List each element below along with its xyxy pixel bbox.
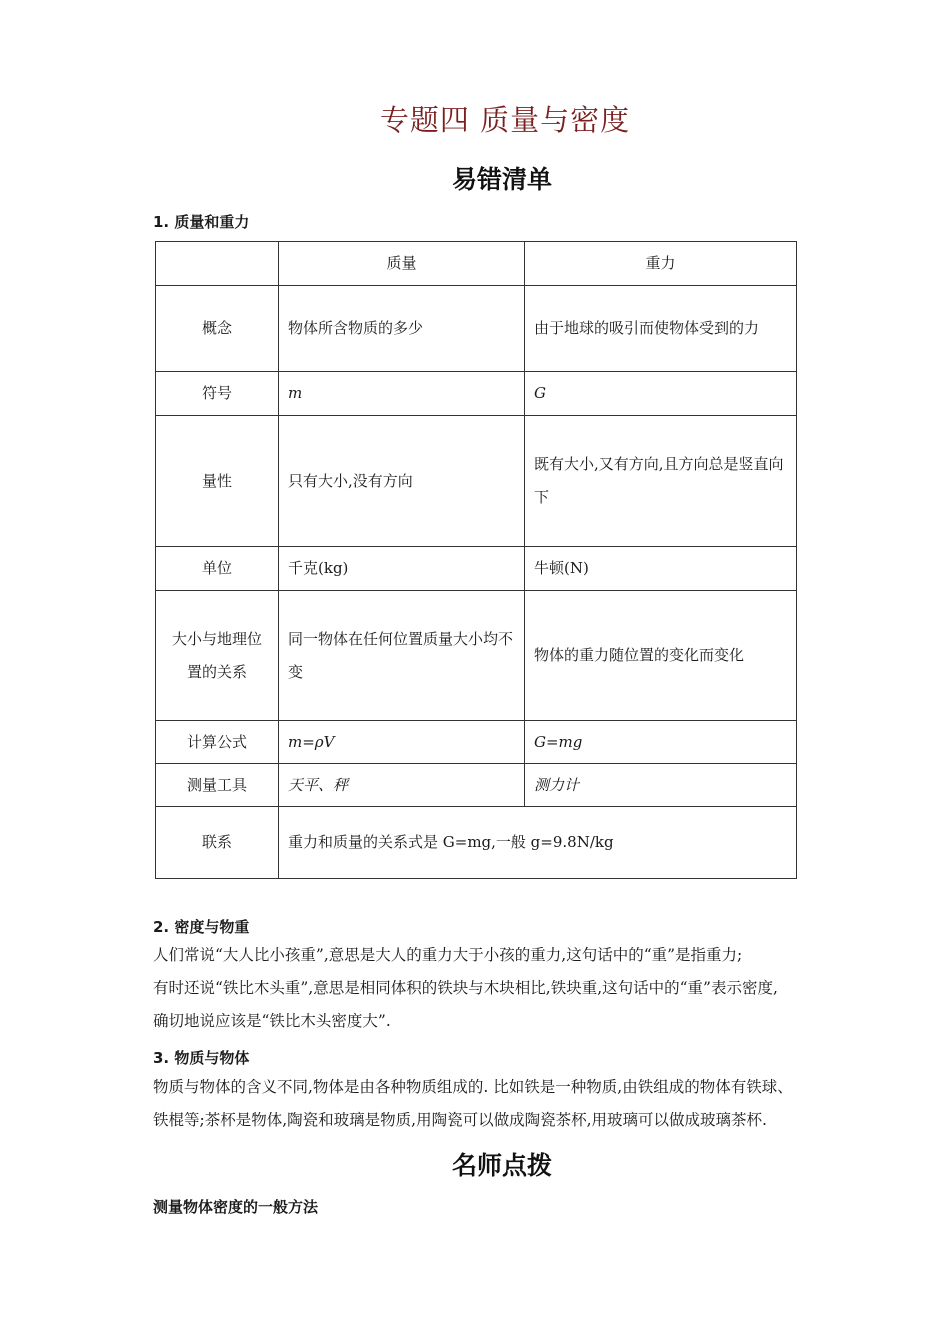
part2-heading: 2. 密度与物重	[153, 918, 250, 936]
table-row	[156, 286, 797, 372]
relation-cell: 重力和质量的关系式是 G=mg,一般 g=9.8N/kg	[279, 807, 797, 879]
paragraph-line: 人们常说“大人比小孩重”,意思是大人的重力大于小孩的重力,这句话中的“重”是指重力;	[153, 946, 743, 964]
weight-cell: 物体的重力随位置的变化而变化	[525, 591, 797, 721]
row-label: 符号	[156, 372, 279, 416]
row-label: 概念	[156, 286, 279, 372]
weight-cell: G	[525, 372, 797, 416]
row-label: 量性	[156, 416, 279, 547]
paragraph-line: 确切地说应该是“铁比木头密度大”.	[153, 1012, 391, 1030]
page-title: 专题四 质量与密度	[379, 103, 631, 137]
row-label: 测量工具	[156, 764, 279, 807]
section-heading-mistakes: 易错清单	[451, 165, 552, 194]
table-row	[156, 591, 797, 721]
mass-cell: 同一物体在任何位置质量大小均不变	[279, 591, 525, 721]
mass-cell: m	[279, 372, 525, 416]
section-heading-tips: 名师点拨	[451, 1151, 552, 1180]
table-row	[156, 372, 797, 416]
mass-cell: m=ρV	[279, 721, 525, 764]
table-row	[156, 721, 797, 764]
weight-cell: 既有大小,又有方向,且方向总是竖直向下	[525, 416, 797, 547]
mass-cell: 物体所含物质的多少	[279, 286, 525, 372]
table-header-mass: 质量	[279, 242, 525, 286]
part2-paragraph	[153, 939, 843, 1038]
part1-heading: 1. 质量和重力	[153, 213, 250, 231]
paragraph-line: 物质与物体的含义不同,物体是由各种物质组成的. 比如铁是一种物质,由铁组成的物体有铁球、	[153, 1078, 793, 1096]
weight-cell: G=mg	[525, 721, 797, 764]
tips-subheading: 测量物体密度的一般方法	[153, 1198, 319, 1216]
row-label: 单位	[156, 547, 279, 591]
table-header-weight: 重力	[525, 242, 797, 286]
part3-paragraph	[153, 1071, 843, 1137]
row-label: 联系	[156, 807, 279, 879]
weight-cell: 测力计	[525, 764, 797, 807]
paragraph-line: 有时还说“铁比木头重”,意思是相同体积的铁块与木块相比,铁块重,这句话中的“重”表示密度,	[153, 979, 778, 997]
weight-cell: 牛顿(N)	[525, 547, 797, 591]
row-label: 大小与地理位置的关系	[156, 591, 279, 721]
weight-cell: 由于地球的吸引而使物体受到的力	[525, 286, 797, 372]
table-row	[156, 547, 797, 591]
mass-cell: 千克(kg)	[279, 547, 525, 591]
table-row	[156, 416, 797, 547]
table-row	[156, 807, 797, 879]
table-header-cell	[156, 242, 279, 286]
paragraph-line: 铁棍等;茶杯是物体,陶瓷和玻璃是物质,用陶瓷可以做成陶瓷茶杯,用玻璃可以做成玻璃茶杯.	[153, 1111, 767, 1129]
mass-weight-table	[155, 241, 797, 879]
row-label: 计算公式	[156, 721, 279, 764]
mass-cell: 只有大小,没有方向	[279, 416, 525, 547]
table-header-row	[156, 242, 797, 286]
mass-cell: 天平、秤	[279, 764, 525, 807]
part3-heading: 3. 物质与物体	[153, 1049, 250, 1067]
table-row	[156, 764, 797, 807]
